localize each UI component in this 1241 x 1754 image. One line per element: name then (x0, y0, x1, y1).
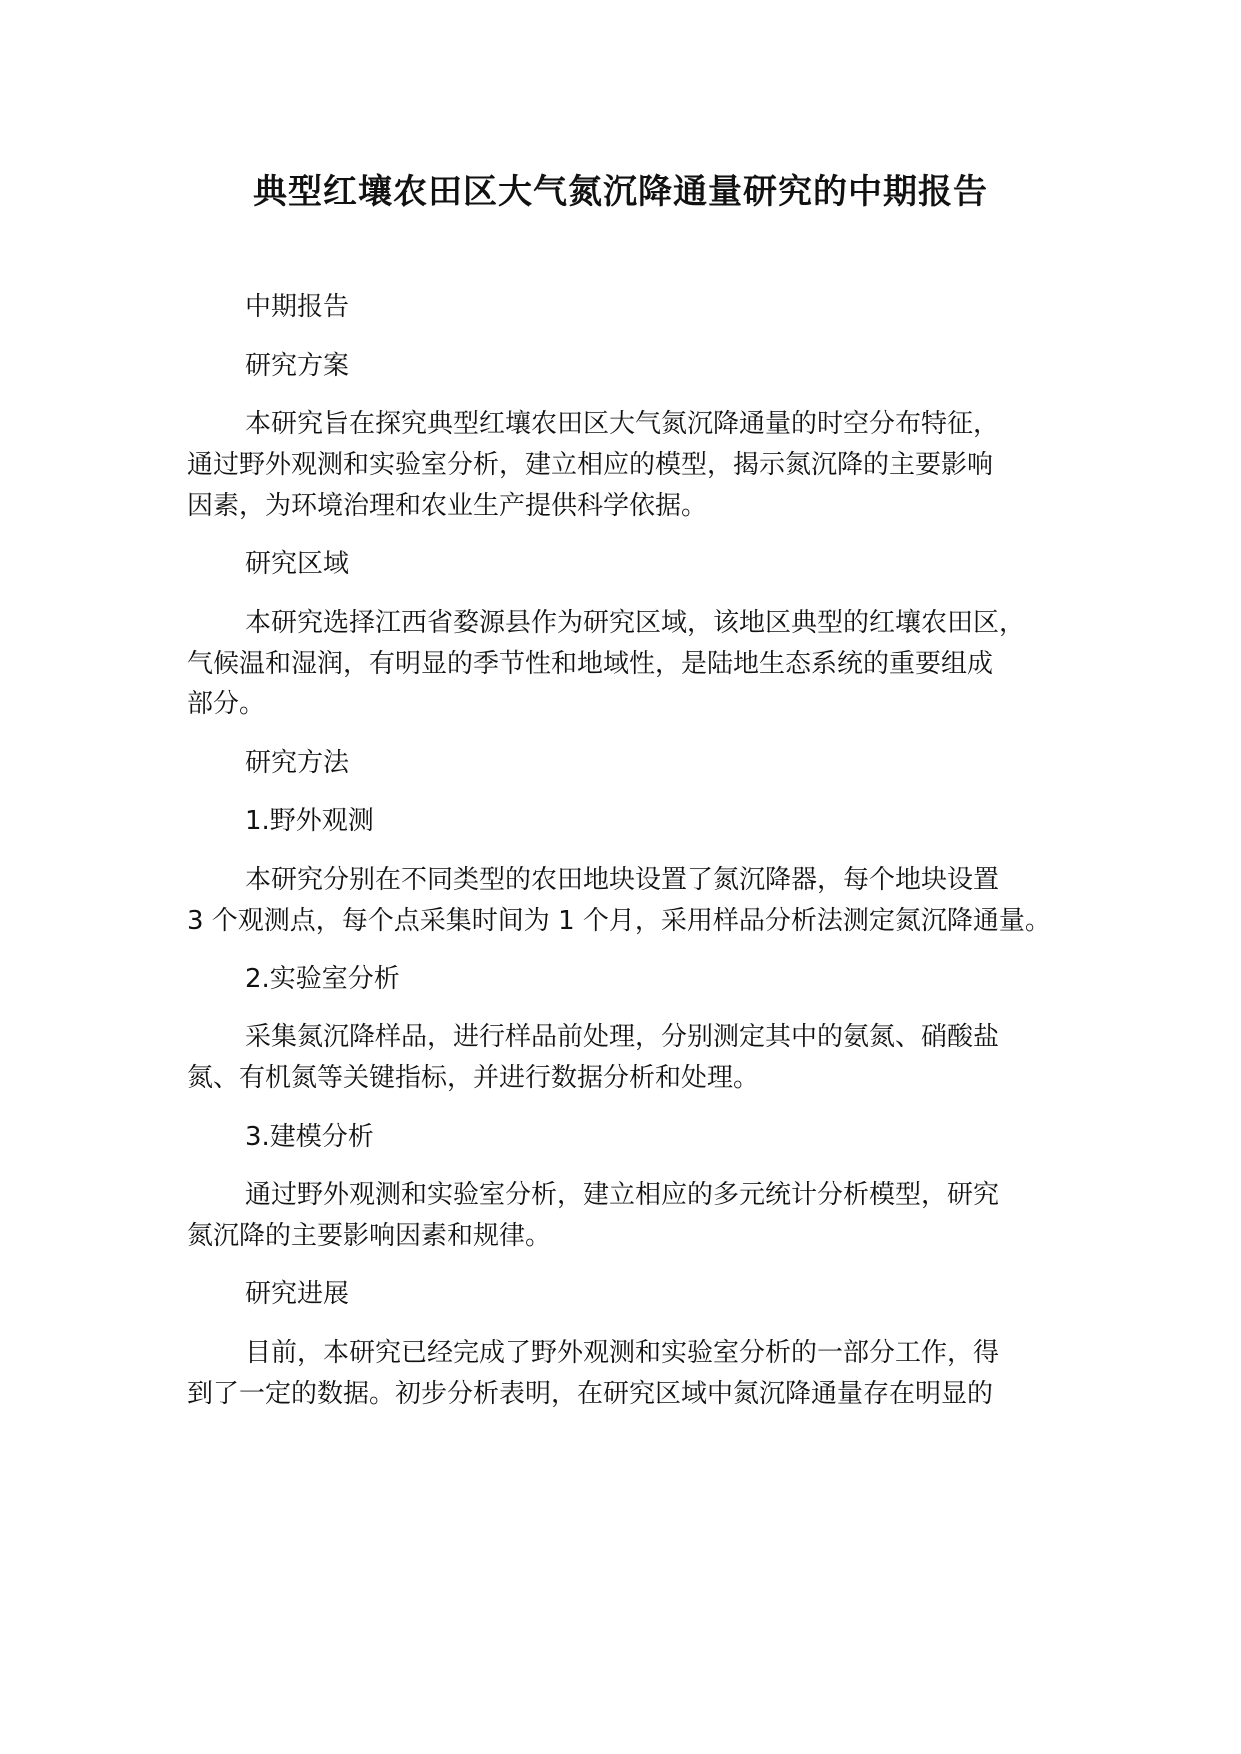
paragraph-line: 部分。 (187, 689, 266, 719)
heading-interim-report: 中期报告 (245, 292, 350, 322)
paragraph-line: 到了一定的数据。初步分析表明，在研究区域中氮沉降通量存在明显的 (187, 1379, 994, 1409)
heading-research-methods: 研究方法 (245, 748, 350, 778)
paragraph-line: 3 个观测点，每个点采集时间为 1 个月，采用样品分析法测定氮沉降通量。 (187, 906, 1051, 936)
paragraph-line: 通过野外观测和实验室分析，建立相应的多元统计分析模型，研究 (245, 1180, 1000, 1210)
heading-research-progress: 研究进展 (245, 1279, 350, 1309)
paragraph-line: 通过野外观测和实验室分析，建立相应的模型，揭示氮沉降的主要影响 (187, 450, 994, 480)
paragraph-line: 本研究选择江西省婺源县作为研究区域，该地区典型的红壤农田区， (245, 608, 1026, 638)
paragraph-line: 气候温和湿润，有明显的季节性和地域性，是陆地生态系统的重要组成 (187, 649, 994, 679)
paragraph-line: 因素，为环境治理和农业生产提供科学依据。 (187, 491, 708, 521)
document-title: 典型红壤农田区大气氮沉降通量研究的中期报告 (253, 172, 988, 212)
heading-modeling-analysis: 3.建模分析 (245, 1122, 374, 1152)
heading-research-plan: 研究方案 (245, 351, 350, 381)
paragraph-line: 本研究旨在探究典型红壤农田区大气氮沉降通量的时空分布特征， (245, 409, 1000, 439)
paragraph-line: 氮、有机氮等关键指标，并进行数据分析和处理。 (187, 1063, 760, 1093)
paragraph-line: 目前，本研究已经完成了野外观测和实验室分析的一部分工作，得 (245, 1338, 1000, 1368)
heading-lab-analysis: 2.实验室分析 (245, 964, 400, 994)
heading-research-area: 研究区域 (245, 549, 350, 579)
paragraph-line: 采集氮沉降样品，进行样品前处理，分别测定其中的氨氮、硝酸盐 (245, 1022, 1000, 1052)
heading-field-observation: 1.野外观测 (245, 806, 374, 836)
paragraph-line: 本研究分别在不同类型的农田地块设置了氮沉降器，每个地块设置 (245, 865, 1000, 895)
paragraph-line: 氮沉降的主要影响因素和规律。 (187, 1221, 552, 1251)
